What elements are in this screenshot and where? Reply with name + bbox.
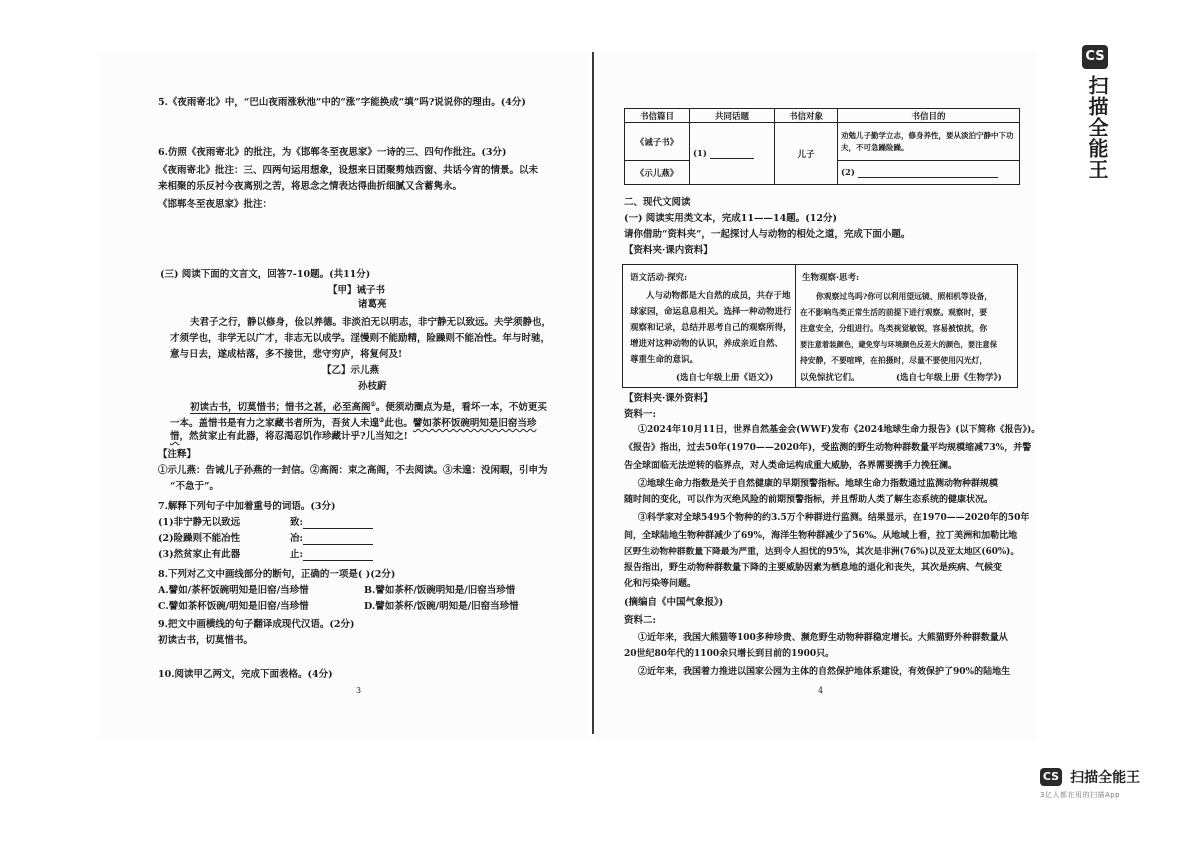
table-header: 书信目的: [838, 109, 1020, 123]
question-10: 10.阅读甲乙两文，完成下面表格。(4分): [158, 669, 333, 680]
text-jia-author: 诸葛亮: [358, 299, 387, 310]
q7-word: 冶:: [290, 533, 304, 544]
q8-option-c[interactable]: C.譬如茶杯饭碗/明知是旧窑/当珍惜: [158, 601, 309, 612]
notes-line1: ①示儿燕：告诫儿子孙燕的一封信。②高阁：束之高阁，不去阅读。③未遑：没闲暇，引申为: [158, 465, 548, 476]
question-5: 5.《夜雨寄北》中，“巴山夜雨涨秋池”中的“涨”字能换成“填”吗?说说你的理由。(4分): [158, 97, 526, 108]
text-jia-line2: 才须学也，非学无以广才，非志无以成学。淫慢则不能励精，险躁则不能冶性。年与时驰，: [170, 333, 551, 344]
text-jia-title: 【甲】诫子书: [328, 285, 386, 296]
box1-title: 语文活动·探究:: [630, 273, 688, 283]
page-number-left: 3: [356, 686, 362, 695]
box1-line: 球家园，命运息息相关。选择一种动物进行: [630, 307, 792, 317]
material-1-source: (摘编自《中国气象报》): [624, 597, 724, 608]
material-1-line: 间，全球陆地生物种群减少了69%，海洋生物种群减少了56%。从地域上看，拉丁美洲和加勒比地: [624, 531, 1018, 541]
material-1-line: 报告指出，野生动物种群数量下降的主要威胁因素为栖息地的退化和丧失，其次是疾病、气候变: [624, 563, 1003, 573]
cs-logo-icon: CS: [1040, 768, 1062, 786]
box1-line: 增进对这种动物的认识，养成亲近自然、: [630, 339, 784, 349]
material-1-label: 资料一:: [624, 409, 657, 420]
box2-line: 以免惊扰它们。: [800, 373, 860, 383]
q7-word: 致:: [290, 517, 304, 528]
box2-line: 持安静，不要喧哗，在拍摄时，尽量不要使用闪光灯，: [800, 356, 988, 365]
footnote-mark: ②: [379, 417, 385, 424]
yi-underlined-sentence: 初读古书，切莫惜书；惜书之甚，必至高阁: [190, 402, 371, 414]
box2-title: 生物观察·思考:: [802, 273, 860, 283]
page-number-right: 4: [818, 686, 824, 695]
material-1-line: ②地球生命力指数是关于自然健康的早期预警指标。地球生命力指数通过监测动物种群规模: [638, 479, 999, 489]
box2-line: 要注意着装颜色，避免穿与环境颜色反差大的颜色，要注意保: [800, 340, 998, 349]
box2-line: 注意安全，分组进行。鸟类视觉敏锐，容易被惊扰，你: [800, 324, 988, 333]
material-2-line: 20世纪80年代的1100余只增长到目前的1900只。: [624, 649, 835, 659]
table-header: 共同话题: [690, 109, 775, 123]
yi-line1-rest: 。便须动圈点为是，看坏一本，不妨更买: [375, 402, 547, 414]
table-cell-purpose: 劝勉儿子勤学立志，修身养性，要从淡泊宁静中下功夫，不可急躁险躁。: [838, 123, 1020, 161]
table-header: 书信篇目: [625, 109, 690, 123]
table-cell-target: 儿子: [775, 123, 838, 185]
material-2-line: ②近年来，我国着力推进以国家公园为主体的自然保护地体系建设，有效保护了90%的陆地生: [638, 667, 1011, 677]
q7-item2: (2)险躁则不能冶性: [158, 533, 241, 544]
material-2-label: 资料二:: [624, 615, 657, 626]
yi-wavy-underline-end: 惜: [170, 431, 180, 442]
box2-source: (选自七年级上册《生物学》): [896, 373, 1002, 383]
section-2-heading: 二、现代文阅读: [624, 197, 691, 208]
box2-line: 在不影响鸟类正常生活的前提下进行观察。观察时，要: [800, 308, 988, 317]
q7-word: 止:: [290, 549, 304, 560]
q7-item1-answer[interactable]: [290, 516, 373, 529]
text-jia-line3: 意与日去，遂成枯落，多不接世，悲守穷庐，将复何及!: [170, 349, 403, 360]
answer-label: (1): [693, 149, 707, 159]
q7-item3-answer[interactable]: [290, 548, 373, 561]
table-cell-common-topic[interactable]: [690, 123, 775, 185]
answer-blank[interactable]: [303, 518, 373, 529]
intro-line: 请你借助“资料夹”，一起探讨人与动物的相处之道，完成下面小题。: [624, 229, 911, 240]
text-yi-line1: [190, 398, 547, 414]
material-2-line: ①近年来，我国大熊猫等100多种珍贵、濒危野生动物种群稳定增长。大熊猫野外种群数量从: [638, 633, 1008, 643]
q7-item3: (3)然贫家止有此器: [158, 549, 241, 560]
question-8: 8.下列对乙文中画线部分的断句，正确的一项是( )(2分): [158, 569, 396, 580]
yi-wavy-underline: 譬如茶杯饭碗明知是旧窑当珍: [412, 418, 537, 430]
box1-line: 尊重生命的意识。: [630, 355, 699, 365]
box-divider: [795, 265, 796, 387]
material-1-line: 《报告》指出，过去50年(1970——2020年)，受监测的野生动物种群数量平均规模缩减73%，并警: [624, 443, 1032, 453]
q8-option-a[interactable]: A.譬如/茶杯饭碗明知是旧窑/当珍惜: [158, 585, 309, 596]
yi-line2-mid: 此也。: [384, 418, 413, 430]
box1-line: 人与动物都是大自然的成员，共存于地: [646, 291, 791, 301]
material-1-line: 告全球面临无法逆转的临界点，对人类命运构成重大威胁，各界需要携手力挽狂澜。: [624, 461, 958, 471]
q9-sentence: 初读古书，切莫惜书。: [158, 635, 254, 646]
material-1-line: ③科学家对全球5495个物种的约3.5万个种群进行监测。结果显示，在1970——2020年的50年: [638, 513, 1030, 523]
question-6: 6.仿照《夜雨寄北》的批注，为《邯郸冬至夜思家》一诗的三、四句作批注。(3分): [158, 147, 507, 158]
answer-blank[interactable]: [710, 148, 754, 159]
text-jia-line1: 夫君子之行，静以修身，俭以养德。非淡泊无以明志，非宁静无以致远。夫学须静也，: [190, 317, 552, 328]
table-cell-purpose-answer[interactable]: [838, 161, 1020, 185]
answer-blank[interactable]: [303, 534, 373, 545]
q6-answer-label: 《邯郸冬至夜思家》批注：: [158, 199, 273, 210]
brand-name-vertical: 扫描全能王: [1085, 75, 1109, 180]
notes-label: 【注释】: [158, 449, 197, 460]
subsection-1-heading: (一) 阅读实用类文本，完成11——14题。(12分): [624, 213, 837, 224]
answer-label: (2): [841, 168, 855, 178]
q7-item2-answer[interactable]: [290, 532, 373, 545]
notes-line2: “不急于”。: [170, 481, 219, 492]
scanner-vertical-brand: [1080, 45, 1114, 180]
footnote-mark: ①: [370, 401, 376, 408]
q7-item1: (1)非宁静无以致远: [158, 517, 241, 528]
table-cell-title: 《示儿燕》: [625, 161, 690, 185]
letter-comparison-table: [624, 108, 1020, 185]
brand-tagline: 3亿人都在用的扫描App: [1040, 790, 1121, 799]
brand-name: 扫描全能王: [1070, 769, 1141, 786]
q6-sample-note-line2: 来相聚的乐反衬今夜离别之苦，将思念之情表达得曲折细腻又含蓄隽永。: [158, 181, 463, 192]
text-yi-line3: [170, 430, 408, 443]
box1-source: (选自七年级上册《语文》): [676, 373, 774, 383]
scanner-footer-brand: [1040, 766, 1140, 800]
text-yi-title: 【乙】示儿燕: [322, 365, 380, 376]
material-1-line: 区野生动物种群数量下降最为严重，达到令人担忧的95%，其次是非洲(76%)以及亚太地区(60%)。: [624, 547, 1020, 557]
question-9: 9.把文中画横线的句子翻译成现代汉语。(2分): [158, 619, 355, 630]
q8-option-b[interactable]: B.譬如茶杯/饭碗明知是/旧窑当珍惜: [364, 585, 516, 596]
material-1-line: 化和污染等问题。: [624, 579, 697, 589]
table-header: 书信对象: [775, 109, 838, 123]
folder-in-class-label: 【资料夹·课内资料】: [624, 245, 713, 256]
box2-line: 你观察过鸟吗?你可以利用望远镜、照相机等设备，: [816, 292, 993, 301]
answer-blank[interactable]: [303, 550, 373, 561]
material-1-line: ①2024年10月11日，世界自然基金会(WWF)发布《2024地球生命力报告》(以下简称《报告》)。: [638, 425, 1041, 435]
section-3-heading: (三) 阅读下面的文言文，回答7-10题。(共11分): [160, 269, 371, 280]
box1-line: 观察和记录，总结并思考自己的观察所得，: [630, 323, 792, 333]
yi-line3-rest: ，然贫家止有此器，将忍渴忍饥作珍藏计乎?儿当知之!: [179, 431, 408, 442]
page-fold: [592, 52, 594, 734]
q6-sample-note-line1: 《夜雨寄北》批注：三、四两句运用想象，设想来日团聚剪烛西窗、共话今宵的情景。以未: [158, 165, 539, 176]
text-yi-author: 孙枝蔚: [358, 381, 387, 392]
q8-option-d[interactable]: D.譬如茶杯/饭碗/明知是/旧窑当珍惜: [364, 601, 519, 612]
folder-out-class-label: 【资料夹·课外资料】: [624, 393, 713, 404]
text-yi-line2: [170, 414, 536, 430]
table-cell-title: 《诫子书》: [625, 123, 690, 161]
cs-logo-icon: CS: [1082, 45, 1108, 69]
material-1-line: 随时间的变化，可以作为灭绝风险的前期预警指标，并且帮助人类了解生态系统的健康状况。: [624, 495, 994, 505]
question-7: 7.解释下列句子中加着重号的词语。(3分): [158, 501, 336, 512]
yi-line2-start: 一本。盖惜书是有力之家藏书者所为，吾贫人未遑: [170, 418, 380, 430]
answer-blank[interactable]: [858, 167, 998, 178]
